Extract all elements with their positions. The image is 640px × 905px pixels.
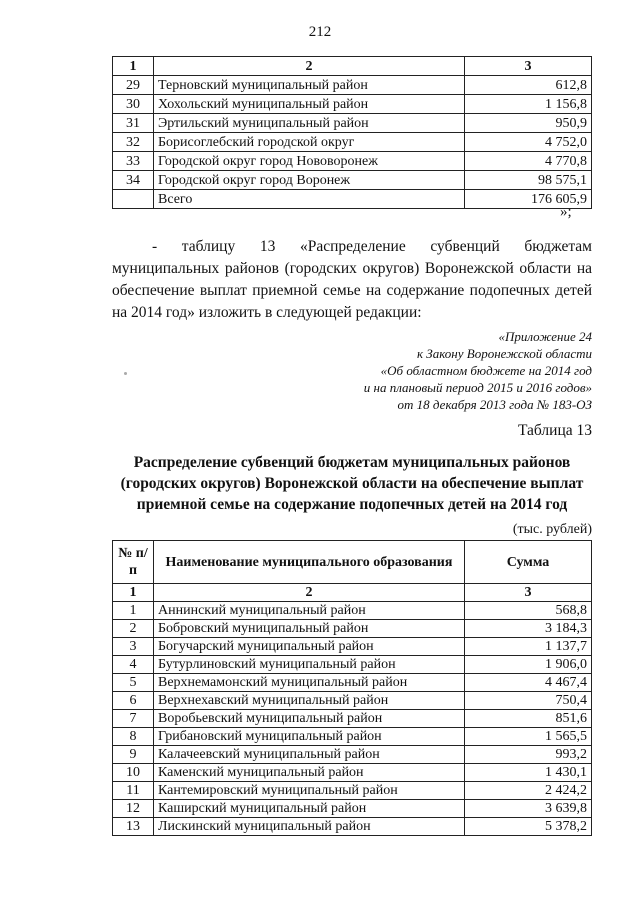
- municipality-name: Верхнемамонский муниципальный район: [154, 674, 465, 692]
- amount-value: 176 605,9: [465, 190, 592, 209]
- municipality-name: Бутурлиновский муниципальный район: [154, 656, 465, 674]
- row-number: 11: [113, 782, 154, 800]
- table-row: [113, 638, 592, 656]
- table-row: [113, 190, 592, 209]
- row-number: 29: [113, 76, 154, 95]
- row-number: 7: [113, 710, 154, 728]
- municipality-name: Бобровский муниципальный район: [154, 620, 465, 638]
- municipality-name: Воробьевский муниципальный район: [154, 710, 465, 728]
- row-number: 6: [113, 692, 154, 710]
- municipality-name: Верхнехавский муниципальный район: [154, 692, 465, 710]
- row-number: 3: [113, 638, 154, 656]
- amount-value: 568,8: [465, 602, 592, 620]
- table-label: Таблица 13: [517, 422, 592, 439]
- row-number: 2: [113, 620, 154, 638]
- amount-value: 993,2: [465, 746, 592, 764]
- municipality-name: Городской округ город Нововоронеж: [154, 152, 465, 171]
- amount-value: 98 575,1: [465, 171, 592, 190]
- municipality-name: Всего: [154, 190, 465, 209]
- amount-value: 1 906,0: [465, 656, 592, 674]
- table-row: [113, 76, 592, 95]
- row-number: 5: [113, 674, 154, 692]
- amount-value: 950,9: [465, 114, 592, 133]
- municipality-name: Кантемировский муниципальный район: [154, 782, 465, 800]
- amount-value: 1 430,1: [465, 764, 592, 782]
- table-row: [113, 764, 592, 782]
- table-row: [113, 674, 592, 692]
- municipality-name: Богучарский муниципальный район: [154, 638, 465, 656]
- municipality-name: Аннинский муниципальный район: [154, 602, 465, 620]
- amount-value: 1 565,5: [465, 728, 592, 746]
- table-row: [113, 114, 592, 133]
- table-row: [113, 800, 592, 818]
- units-label: (тыс. рублей): [512, 522, 592, 537]
- municipality-name: Калачеевский муниципальный район: [154, 746, 465, 764]
- row-number: 30: [113, 95, 154, 114]
- table-row: [113, 728, 592, 746]
- column-number-2: 2: [154, 584, 465, 602]
- amount-value: 5 378,2: [465, 818, 592, 836]
- table-row: [113, 818, 592, 836]
- municipality-name: Каменский муниципальный район: [154, 764, 465, 782]
- table-title: Распределение субвенций бюджетам муниципальных районов (городских округов) Воронежской области на обеспечение выплат приемной семье на содержание подопечных детей на 2014 год: [120, 454, 584, 513]
- row-number: 10: [113, 764, 154, 782]
- column-number-2: 2: [154, 57, 465, 76]
- previous-table: [112, 56, 592, 209]
- table-row: [113, 602, 592, 620]
- amount-value: 4 770,8: [465, 152, 592, 171]
- appendix-line: к Закону Воронежской области: [416, 346, 592, 361]
- amount-value: 4 467,4: [465, 674, 592, 692]
- header-number: № п/п: [113, 541, 154, 584]
- appendix-line: «Приложение 24: [498, 329, 592, 344]
- previous-table-header: [113, 57, 592, 76]
- table-row: [113, 692, 592, 710]
- appendix-line: и на плановый период 2015 и 2016 годов»: [363, 380, 592, 395]
- row-number: 32: [113, 133, 154, 152]
- amount-value: 1 137,7: [465, 638, 592, 656]
- table-row: [113, 656, 592, 674]
- amount-value: 3 639,8: [465, 800, 592, 818]
- row-number: 1: [113, 602, 154, 620]
- row-number: 9: [113, 746, 154, 764]
- municipality-name: Грибановский муниципальный район: [154, 728, 465, 746]
- column-number-3: 3: [465, 584, 592, 602]
- table-row: [113, 620, 592, 638]
- table-row: [113, 746, 592, 764]
- amount-value: 3 184,3: [465, 620, 592, 638]
- municipality-name: Эртильский муниципальный район: [154, 114, 465, 133]
- row-number: 12: [113, 800, 154, 818]
- table-row: [113, 152, 592, 171]
- amount-value: 612,8: [465, 76, 592, 95]
- column-number-1: 1: [113, 57, 154, 76]
- column-numbering-row: [113, 584, 592, 602]
- main-table-header: [113, 541, 592, 584]
- table-row: [113, 171, 592, 190]
- municipality-name: Хохольский муниципальный район: [154, 95, 465, 114]
- header-name: Наименование муниципального образования: [154, 541, 465, 584]
- municipality-name: Городской округ город Воронеж: [154, 171, 465, 190]
- closing-quote: »;: [560, 204, 572, 220]
- amount-value: 4 752,0: [465, 133, 592, 152]
- row-number: 8: [113, 728, 154, 746]
- municipality-name: Терновский муниципальный район: [154, 76, 465, 95]
- appendix-line: «Об областном бюджете на 2014 год: [380, 363, 592, 378]
- main-table: [112, 540, 592, 836]
- table-row: [113, 782, 592, 800]
- appendix-line: от 18 декабря 2013 года № 183-ОЗ: [397, 397, 592, 412]
- table-row: [113, 710, 592, 728]
- municipality-name: Борисоглебский городской округ: [154, 133, 465, 152]
- row-number: 13: [113, 818, 154, 836]
- scan-artifact: [124, 372, 127, 375]
- amendment-paragraph: - таблицу 13 «Распределение субвенций бюджетам муниципальных районов (городских округов) Воронежской области на обеспечение выплат приемной семье на содержание подопечных детей на 2014 год» изложить в следующей редакции:: [112, 238, 592, 321]
- amount-value: 750,4: [465, 692, 592, 710]
- row-number: [113, 190, 154, 209]
- amount-value: 2 424,2: [465, 782, 592, 800]
- column-number-1: 1: [113, 584, 154, 602]
- table-row: [113, 95, 592, 114]
- appendix-reference: [364, 328, 592, 413]
- column-number-3: 3: [465, 57, 592, 76]
- row-number: 4: [113, 656, 154, 674]
- table-row: [113, 133, 592, 152]
- municipality-name: Лискинский муниципальный район: [154, 818, 465, 836]
- amount-value: 851,6: [465, 710, 592, 728]
- row-number: 31: [113, 114, 154, 133]
- row-number: 33: [113, 152, 154, 171]
- row-number: 34: [113, 171, 154, 190]
- page-number: 212: [308, 24, 332, 40]
- header-sum: Сумма: [465, 541, 592, 584]
- municipality-name: Каширский муниципальный район: [154, 800, 465, 818]
- amount-value: 1 156,8: [465, 95, 592, 114]
